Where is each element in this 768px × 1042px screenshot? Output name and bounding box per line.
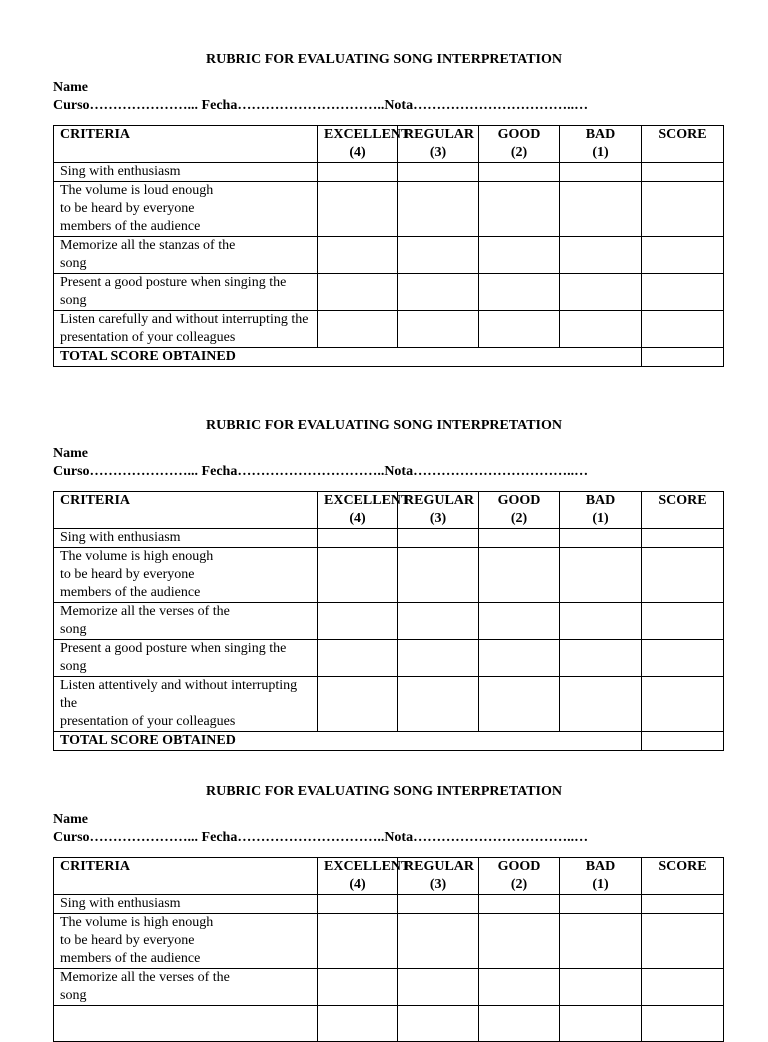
criterion-line: Sing with enthusiasm (60, 530, 181, 545)
excellent-score-cell[interactable] (318, 311, 398, 348)
criterion-row (54, 548, 724, 603)
criterion-line: members of the audience (60, 585, 201, 600)
criterion-text (54, 640, 318, 677)
good-score-cell[interactable] (479, 548, 560, 603)
good-score-cell[interactable] (479, 895, 560, 914)
excellent-points: (4) (349, 145, 366, 160)
name-label: Name (53, 446, 88, 461)
name-label: Name (53, 80, 88, 95)
good-score-cell[interactable] (479, 163, 560, 182)
rubric-table (53, 125, 724, 367)
curso-fecha-nota-line: Curso…………………... Fecha…………………………..Nota……………………………..… (53, 464, 589, 479)
score-score-cell[interactable] (642, 677, 724, 732)
criterion-row (54, 237, 724, 274)
regular-score-cell[interactable] (398, 914, 479, 969)
score-score-cell[interactable] (642, 1006, 724, 1042)
criterion-line: song (60, 293, 87, 308)
criterion-line: members of the audience (60, 219, 201, 234)
criterion-line: to be heard by everyone (60, 567, 195, 582)
criterion-row (54, 1006, 724, 1042)
regular-score-cell[interactable] (398, 677, 479, 732)
regular-score-cell[interactable] (398, 895, 479, 914)
criterion-line: song (60, 988, 87, 1003)
regular-header (398, 492, 479, 529)
bad-score-cell[interactable] (560, 914, 642, 969)
total-score-cell[interactable] (642, 348, 724, 367)
criterion-line: song (60, 659, 87, 674)
score-score-cell[interactable] (642, 529, 724, 548)
excellent-points: (4) (349, 511, 366, 526)
regular-points: (3) (429, 511, 447, 526)
criterion-line: presentation of your colleagues (60, 714, 236, 729)
score-header: SCORE (642, 492, 724, 529)
criteria-header: CRITERIA (54, 492, 318, 529)
excellent-score-cell[interactable] (318, 163, 398, 182)
excellent-header (318, 492, 411, 529)
criterion-row (54, 182, 724, 237)
criterion-row (54, 895, 724, 914)
score-header: SCORE (642, 126, 724, 163)
good-header (479, 858, 560, 895)
bad-score-cell[interactable] (560, 274, 642, 311)
bad-score-cell[interactable] (560, 1006, 642, 1042)
regular-score-cell[interactable] (398, 529, 479, 548)
criterion-text (54, 548, 318, 603)
regular-score-cell[interactable] (398, 1006, 479, 1042)
bad-score-cell[interactable] (560, 603, 642, 640)
bad-label: BAD (585, 493, 616, 508)
excellent-score-cell[interactable] (318, 529, 398, 548)
criterion-line: to be heard by everyone (60, 201, 195, 216)
criterion-row (54, 311, 724, 348)
criterion-line: members of the audience (60, 951, 201, 966)
bad-score-cell[interactable] (560, 548, 642, 603)
excellent-score-cell[interactable] (318, 677, 398, 732)
criterion-text (54, 969, 318, 1006)
criterion-text (54, 237, 318, 274)
good-score-cell[interactable] (479, 677, 560, 732)
total-score-label: TOTAL SCORE OBTAINED (54, 348, 642, 367)
criterion-text (54, 163, 318, 182)
criterion-line: Listen attentively and without interrupting the (60, 678, 298, 711)
bad-points: (1) (592, 877, 609, 892)
total-score-label: TOTAL SCORE OBTAINED (54, 732, 642, 751)
excellent-label: EXCELLENT (324, 127, 411, 142)
rubric-title: RUBRIC FOR EVALUATING SONG INTERPRETATION (205, 418, 562, 433)
score-score-cell[interactable] (642, 548, 724, 603)
excellent-header (318, 858, 411, 895)
criterion-text (54, 182, 318, 237)
bad-points: (1) (592, 145, 609, 160)
rubric-table (53, 857, 724, 1042)
criterion-row (54, 640, 724, 677)
good-header (479, 126, 560, 163)
good-points: (2) (510, 145, 528, 160)
criterion-text (54, 677, 318, 732)
criterion-text (54, 1006, 318, 1042)
bad-score-cell[interactable] (560, 640, 642, 677)
good-score-cell[interactable] (479, 1006, 560, 1042)
criterion-row (54, 274, 724, 311)
criterion-line: Memorize all the verses of the (60, 604, 230, 619)
excellent-score-cell[interactable] (318, 969, 398, 1006)
bad-points: (1) (592, 511, 609, 526)
good-score-cell[interactable] (479, 311, 560, 348)
score-score-cell[interactable] (642, 163, 724, 182)
criterion-row (54, 603, 724, 640)
regular-score-cell[interactable] (398, 548, 479, 603)
bad-score-cell[interactable] (560, 163, 642, 182)
good-label: GOOD (497, 127, 541, 142)
criteria-header: CRITERIA (54, 858, 318, 895)
score-score-cell[interactable] (642, 895, 724, 914)
name-label: Name (53, 812, 88, 827)
good-score-cell[interactable] (479, 969, 560, 1006)
excellent-points: (4) (349, 877, 366, 892)
regular-points: (3) (429, 145, 447, 160)
criterion-line: The volume is high enough (60, 549, 214, 564)
criterion-line: The volume is high enough (60, 915, 214, 930)
criterion-text (54, 895, 318, 914)
total-score-cell[interactable] (642, 732, 724, 751)
regular-header (398, 126, 479, 163)
bad-score-cell[interactable] (560, 529, 642, 548)
criterion-row (54, 529, 724, 548)
good-score-cell[interactable] (479, 603, 560, 640)
criterion-text (54, 914, 318, 969)
good-header (479, 492, 560, 529)
score-score-cell[interactable] (642, 311, 724, 348)
good-points: (2) (510, 877, 528, 892)
excellent-score-cell[interactable] (318, 548, 398, 603)
header-row (54, 858, 724, 895)
excellent-score-cell[interactable] (318, 274, 398, 311)
criterion-line: song (60, 622, 87, 637)
rubric-table (53, 491, 724, 751)
criterion-row (54, 914, 724, 969)
score-score-cell[interactable] (642, 237, 724, 274)
criterion-line: presentation of your colleagues (60, 330, 236, 345)
excellent-score-cell[interactable] (318, 640, 398, 677)
bad-header (560, 492, 642, 529)
curso-fecha-nota-line: Curso…………………... Fecha…………………………..Nota……………………………..… (53, 98, 589, 113)
good-score-cell[interactable] (479, 182, 560, 237)
regular-score-cell[interactable] (398, 237, 479, 274)
criteria-header: CRITERIA (54, 126, 318, 163)
bad-score-cell[interactable] (560, 237, 642, 274)
criterion-row (54, 969, 724, 1006)
good-score-cell[interactable] (479, 237, 560, 274)
criterion-line: Sing with enthusiasm (60, 164, 181, 179)
regular-label: REGULAR (404, 493, 475, 508)
criterion-text (54, 603, 318, 640)
criterion-row (54, 677, 724, 732)
criterion-line: Memorize all the stanzas of the (60, 238, 236, 253)
good-score-cell[interactable] (479, 914, 560, 969)
good-score-cell[interactable] (479, 640, 560, 677)
curso-fecha-nota-line: Curso…………………... Fecha…………………………..Nota……………………………..… (53, 830, 589, 845)
criterion-line: Present a good posture when singing the (60, 275, 287, 290)
total-row (54, 348, 724, 367)
score-score-cell[interactable] (642, 182, 724, 237)
rubric-title: RUBRIC FOR EVALUATING SONG INTERPRETATION (205, 52, 562, 67)
regular-score-cell[interactable] (398, 969, 479, 1006)
bad-label: BAD (585, 127, 616, 142)
good-score-cell[interactable] (479, 274, 560, 311)
score-header: SCORE (642, 858, 724, 895)
score-score-cell[interactable] (642, 274, 724, 311)
excellent-score-cell[interactable] (318, 914, 398, 969)
excellent-score-cell[interactable] (318, 603, 398, 640)
criterion-row (54, 163, 724, 182)
regular-score-cell[interactable] (398, 182, 479, 237)
bad-header (560, 858, 642, 895)
regular-label: REGULAR (404, 859, 475, 874)
rubric-title: RUBRIC FOR EVALUATING SONG INTERPRETATION (205, 784, 562, 799)
excellent-score-cell[interactable] (318, 237, 398, 274)
excellent-header (318, 126, 411, 163)
criterion-line: The volume is loud enough (60, 183, 214, 198)
excellent-label: EXCELLENT (324, 859, 411, 874)
bad-label: BAD (585, 859, 616, 874)
score-score-cell[interactable] (642, 914, 724, 969)
regular-score-cell[interactable] (398, 274, 479, 311)
excellent-label: EXCELLENT (324, 493, 411, 508)
bad-score-cell[interactable] (560, 969, 642, 1006)
regular-label: REGULAR (404, 127, 475, 142)
criterion-line: Sing with enthusiasm (60, 896, 181, 911)
regular-header (398, 858, 479, 895)
criterion-line: Present a good posture when singing the (60, 641, 287, 656)
good-label: GOOD (497, 493, 541, 508)
criterion-line: song (60, 256, 87, 271)
excellent-score-cell[interactable] (318, 1006, 398, 1042)
regular-points: (3) (429, 877, 447, 892)
bad-score-cell[interactable] (560, 182, 642, 237)
excellent-score-cell[interactable] (318, 895, 398, 914)
bad-score-cell[interactable] (560, 311, 642, 348)
header-row (54, 492, 724, 529)
criterion-line: to be heard by everyone (60, 933, 195, 948)
good-points: (2) (510, 511, 528, 526)
excellent-score-cell[interactable] (318, 182, 398, 237)
regular-score-cell[interactable] (398, 311, 479, 348)
bad-header (560, 126, 642, 163)
header-row (54, 126, 724, 163)
bad-score-cell[interactable] (560, 677, 642, 732)
criterion-line: Listen carefully and without interrupting the (60, 312, 309, 327)
score-score-cell[interactable] (642, 969, 724, 1006)
score-score-cell[interactable] (642, 640, 724, 677)
total-row (54, 732, 724, 751)
bad-score-cell[interactable] (560, 895, 642, 914)
regular-score-cell[interactable] (398, 163, 479, 182)
criterion-text (54, 274, 318, 311)
criterion-text (54, 529, 318, 548)
score-score-cell[interactable] (642, 603, 724, 640)
regular-score-cell[interactable] (398, 640, 479, 677)
good-score-cell[interactable] (479, 529, 560, 548)
good-label: GOOD (497, 859, 541, 874)
regular-score-cell[interactable] (398, 603, 479, 640)
criterion-line: Memorize all the verses of the (60, 970, 230, 985)
criterion-text (54, 311, 318, 348)
